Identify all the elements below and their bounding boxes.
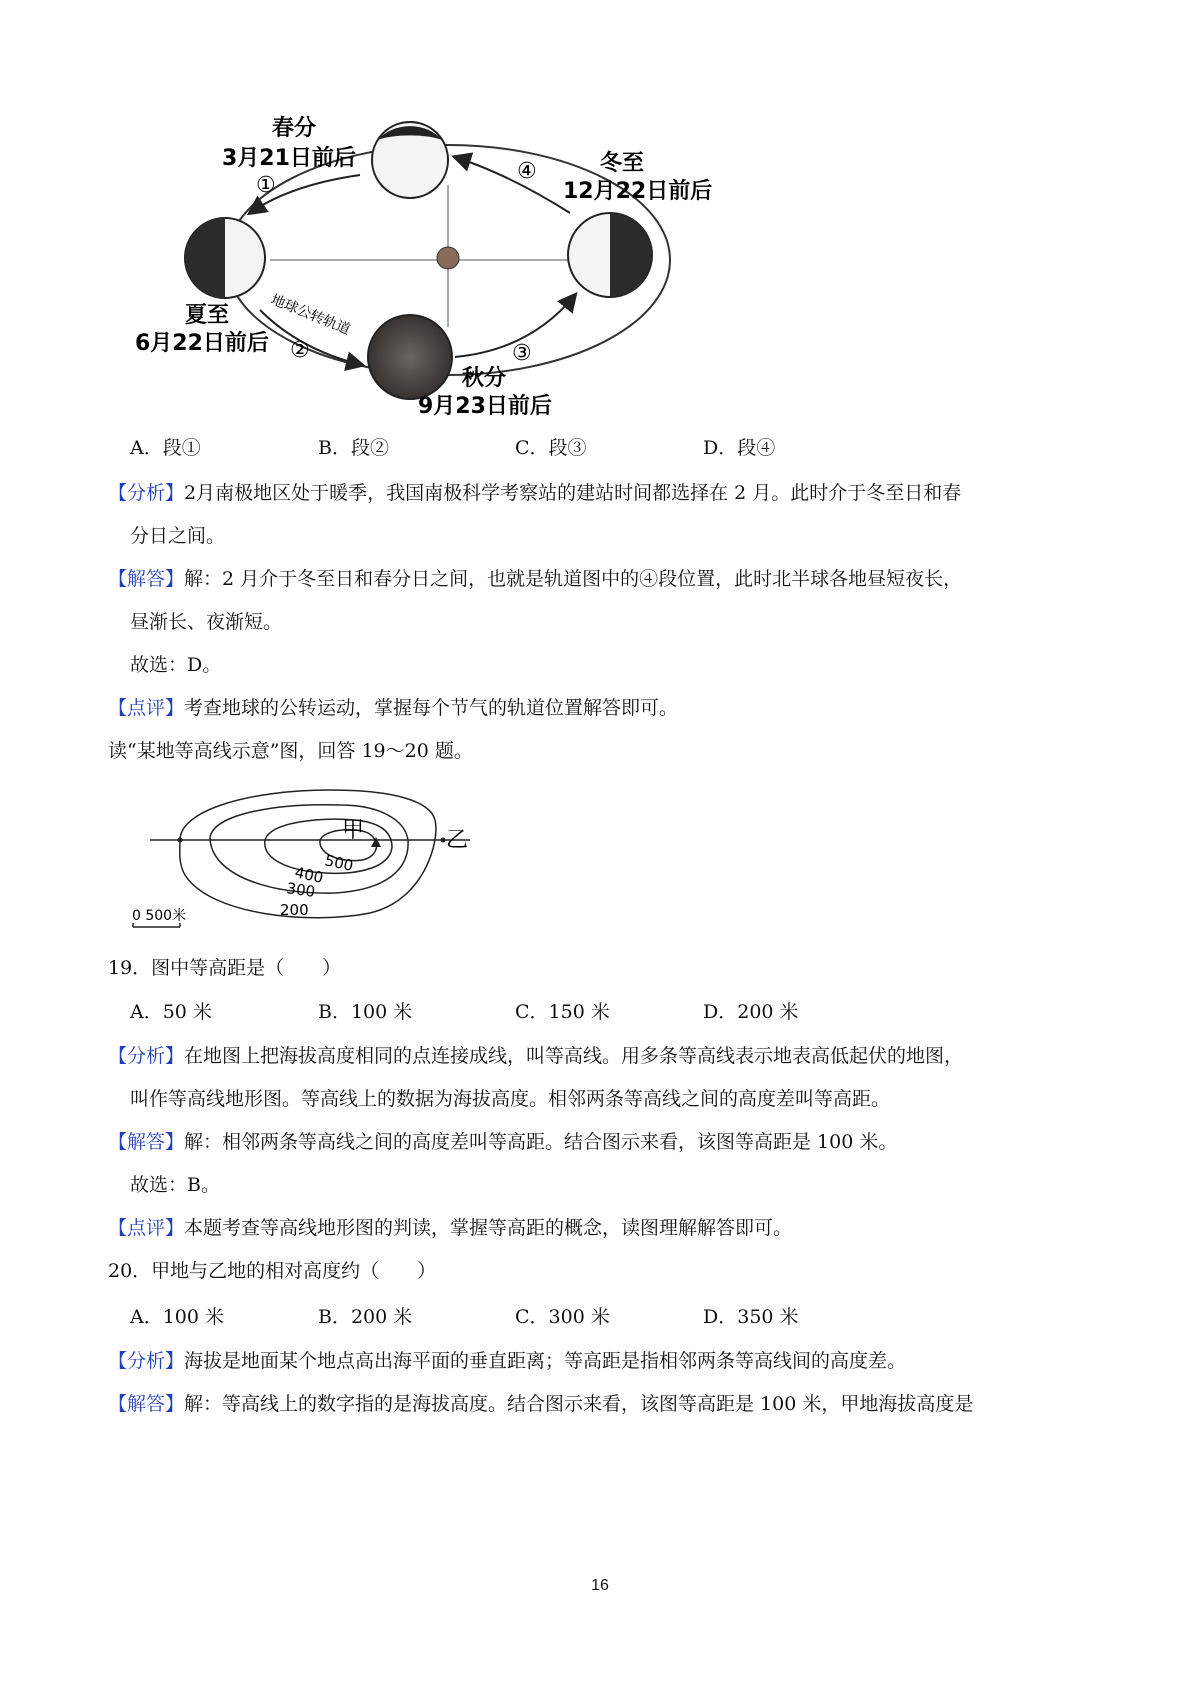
q18-option-d: D．段④ — [703, 437, 776, 459]
q20-option-a: A．100 米 — [130, 1306, 225, 1328]
q18-answer-line2: 昼渐长、夜渐短。 — [130, 611, 283, 633]
contour-400: 400 — [293, 863, 325, 887]
q18-answer-line1: 解：2 月介于冬至日和春分日之间，也就是轨道图中的④段位置，此时北半球各地昼短夜长， — [184, 568, 963, 590]
contour-500: 500 — [323, 851, 355, 875]
winter-name: 冬至 — [600, 151, 645, 176]
q18-comment — [108, 695, 678, 721]
q18-answer — [108, 566, 962, 592]
orbit-label: 地球公转轨道 — [268, 291, 353, 339]
q18-analysis-line1: 2月南极地区处于暖季，我国南极科学考察站的建站时间都选择在 2 月。此时介于冬至日和春 — [184, 482, 962, 504]
analysis-tag: 【分析】 — [108, 1045, 185, 1067]
earth-orbit-figure — [130, 95, 770, 425]
q18-option-a: A．段① — [130, 437, 201, 459]
earth-winter-icon — [568, 213, 652, 297]
intro-text: 读“某地等高线示意”图，回答 19～20 题。 — [108, 740, 473, 762]
earth-autumn-icon — [368, 315, 452, 399]
summer-date: 6月22日前后 — [135, 331, 269, 356]
answer-tag: 【解答】 — [108, 1131, 185, 1153]
segment-3: ③ — [512, 341, 532, 366]
jia-label: 甲 — [342, 818, 365, 843]
contour-200: 200 — [280, 901, 309, 919]
q19-comment — [108, 1215, 792, 1241]
q19-stem: 19．图中等高距是（ ） — [108, 957, 342, 979]
q19-option-d: D．200 米 — [703, 1001, 799, 1023]
segment-2: ② — [290, 338, 310, 363]
q20-option-b: B．200 米 — [318, 1306, 413, 1328]
autumn-date: 9月23日前后 — [418, 394, 552, 419]
q20-answer-text: 解：等高线上的数字指的是海拔高度。结合图示来看，该图等高距是 100 米，甲地海拔高度是 — [184, 1393, 974, 1415]
q19-option-b: B．100 米 — [318, 1001, 413, 1023]
page-number: 16 — [591, 1577, 609, 1594]
segment-4: ④ — [517, 159, 537, 184]
autumn-name: 秋分 — [462, 366, 507, 391]
sun-icon — [437, 247, 459, 269]
q18-analysis — [108, 480, 961, 506]
q19-choice: 故选：B。 — [130, 1174, 220, 1196]
answer-tag: 【解答】 — [108, 1393, 185, 1415]
segment-1: ① — [256, 173, 276, 198]
q19-option-c: C．150 米 — [515, 1001, 610, 1023]
winter-date: 12月22日前后 — [563, 179, 713, 204]
q19-analysis-line1: 在地图上把海拔高度相同的点连接成线，叫等高线。用多条等高线表示地表高低起伏的地图， — [184, 1045, 964, 1067]
q19-analysis — [108, 1043, 963, 1069]
q20-stem: 20．甲地与乙地的相对高度约（ ） — [108, 1260, 437, 1282]
analysis-tag: 【分析】 — [108, 482, 185, 504]
spring-date: 3月21日前后 — [222, 146, 356, 171]
q19-option-a: A．50 米 — [130, 1001, 212, 1023]
q18-comment-text: 考查地球的公转运动，掌握每个节气的轨道位置解答即可。 — [184, 697, 679, 719]
q18-choice: 故选：D。 — [130, 654, 222, 676]
q20-option-d: D．350 米 — [703, 1306, 799, 1328]
summer-name: 夏至 — [185, 303, 230, 328]
comment-tag: 【点评】 — [108, 697, 185, 719]
q18-option-b: B．段② — [318, 437, 389, 459]
contour-map-figure — [130, 775, 490, 935]
comment-tag: 【点评】 — [108, 1217, 185, 1239]
analysis-tag: 【分析】 — [108, 1350, 185, 1372]
scale-label: 0 500米 — [132, 908, 187, 924]
q19-answer — [108, 1129, 897, 1155]
q20-analysis — [108, 1348, 906, 1374]
peak-triangle-icon — [371, 837, 381, 847]
q20-option-c: C．300 米 — [515, 1306, 610, 1328]
q19-answer-text: 解：相邻两条等高线之间的高度差叫等高距。结合图示来看，该图等高距是 100 米。 — [184, 1131, 898, 1153]
q19-analysis-line2: 叫作等高线地形图。等高线上的数据为海拔高度。相邻两条等高线之间的高度差叫等高距。 — [130, 1088, 891, 1110]
yi-label: 乙 — [446, 828, 469, 853]
q18-option-c: C．段③ — [515, 437, 587, 459]
answer-tag: 【解答】 — [108, 568, 185, 590]
q20-analysis-text: 海拔是地面某个地点高出海平面的垂直距离；等高距是指相邻两条等高线间的高度差。 — [184, 1350, 907, 1372]
q19-comment-text: 本题考查等高线地形图的判读，掌握等高距的概念，读图理解解答即可。 — [184, 1217, 793, 1239]
contour-300: 300 — [285, 879, 317, 901]
earth-summer-icon — [185, 218, 265, 298]
q18-analysis-line2: 分日之间。 — [130, 525, 226, 547]
earth-spring-icon — [372, 122, 448, 198]
spring-name: 春分 — [272, 116, 317, 141]
q20-answer — [108, 1391, 973, 1417]
